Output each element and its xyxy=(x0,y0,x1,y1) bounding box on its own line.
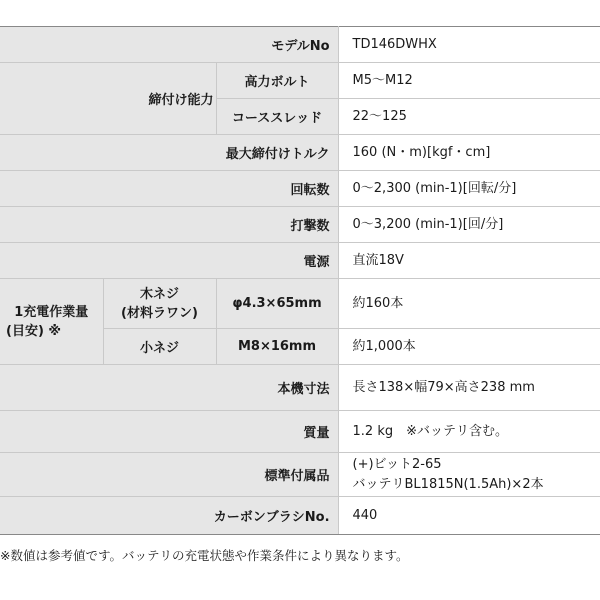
max-torque-label: 最大締付けトルク xyxy=(0,135,338,171)
machine-screw-label: 小ネジ xyxy=(103,329,216,365)
wood-screw-label-line2: (材料ラワン) xyxy=(121,305,198,321)
power-source-value: 直流18V xyxy=(338,243,600,279)
dimensions-value: 長さ138×幅79×高さ238 mm xyxy=(338,365,600,411)
carbon-brush-label: カーボンブラシNo. xyxy=(0,497,338,535)
wood-screw-label-line1: 木ネジ xyxy=(139,286,179,302)
row-accessories xyxy=(0,453,600,497)
wood-screw-label xyxy=(103,279,216,329)
row-dimensions xyxy=(0,365,600,411)
row-carbon-brush xyxy=(0,497,600,535)
accessories-line1: (+)ビット2-65 xyxy=(352,456,442,472)
work-per-charge-label-line2: (目安) ※ xyxy=(6,323,62,339)
model-no-label: モデルNo xyxy=(0,27,338,63)
max-torque-value: 160 (N・m)[kgf・cm] xyxy=(338,135,600,171)
power-source-label: 電源 xyxy=(0,243,338,279)
row-power-source xyxy=(0,243,600,279)
row-model-no xyxy=(0,27,600,63)
wood-screw-size: φ4.3×65mm xyxy=(216,279,338,329)
row-tightening-bolt xyxy=(0,63,600,99)
mass-value: 1.2 kg ※バッテリ含む。 xyxy=(338,411,600,453)
dimensions-label: 本機寸法 xyxy=(0,365,338,411)
accessories-label: 標準付属品 xyxy=(0,453,338,497)
accessories-line2: バッテリBL1815N(1.5Ah)×2本 xyxy=(352,476,544,492)
coarse-thread-label: コーススレッド xyxy=(216,99,338,135)
model-no-value: TD146DWHX xyxy=(338,27,600,63)
footnote: ※数値は参考値です。バッテリの充電状態や作業条件により異なります。 xyxy=(0,548,409,563)
impact-rate-value: 0〜3,200 (min-1)[回/分] xyxy=(338,207,600,243)
tightening-capacity-label: 締付け能力 xyxy=(0,63,216,135)
accessories-value xyxy=(338,453,600,497)
high-strength-bolt-value: M5〜M12 xyxy=(338,63,600,99)
work-per-charge-label xyxy=(0,279,103,365)
row-max-torque xyxy=(0,135,600,171)
spec-table xyxy=(0,26,600,535)
rotation-speed-label: 回転数 xyxy=(0,171,338,207)
mass-label: 質量 xyxy=(0,411,338,453)
row-mass xyxy=(0,411,600,453)
impact-rate-label: 打撃数 xyxy=(0,207,338,243)
wood-screw-value: 約160本 xyxy=(338,279,600,329)
work-per-charge-label-line1: 1充電作業量 xyxy=(14,304,89,320)
row-rotation-speed xyxy=(0,171,600,207)
row-wood-screw xyxy=(0,279,600,329)
carbon-brush-value: 440 xyxy=(338,497,600,535)
high-strength-bolt-label: 高力ボルト xyxy=(216,63,338,99)
machine-screw-value: 約1,000本 xyxy=(338,329,600,365)
rotation-speed-value: 0〜2,300 (min-1)[回転/分] xyxy=(338,171,600,207)
coarse-thread-value: 22〜125 xyxy=(338,99,600,135)
machine-screw-size: M8×16mm xyxy=(216,329,338,365)
row-impact-rate xyxy=(0,207,600,243)
